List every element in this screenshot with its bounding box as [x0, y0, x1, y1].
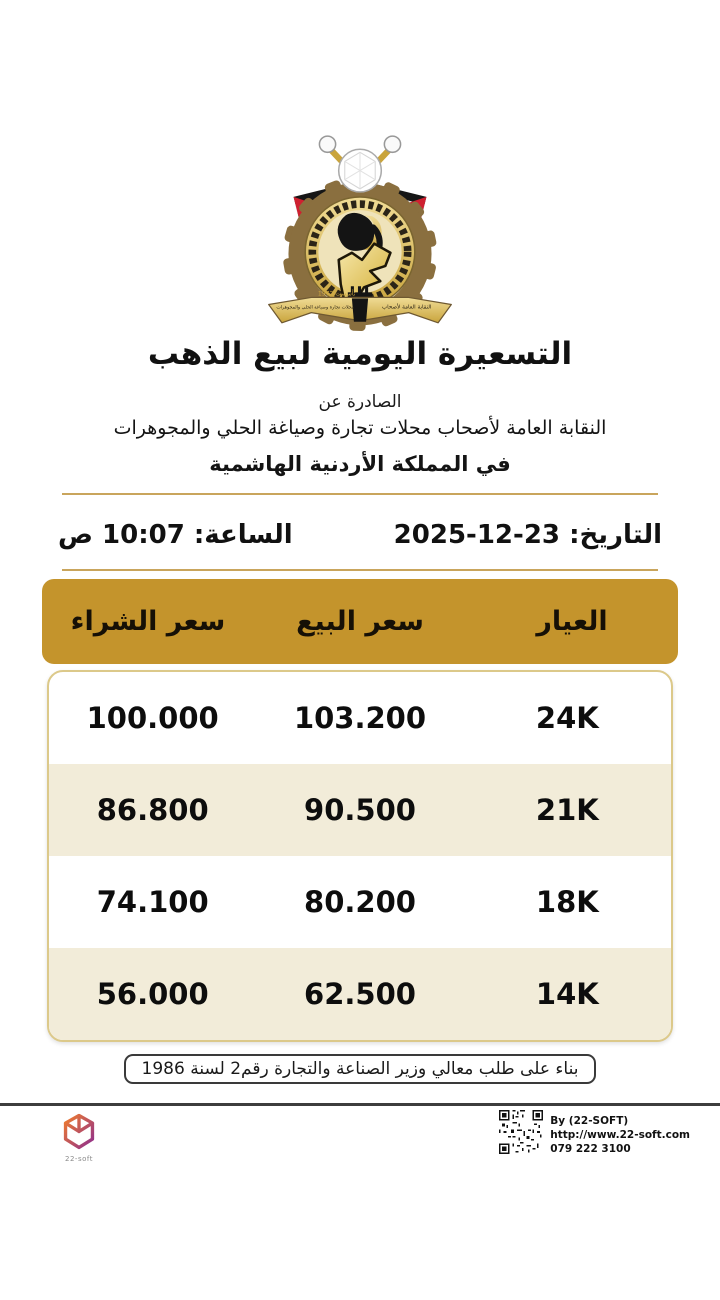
sell-price-value: 90.500 — [304, 793, 416, 827]
country-line: في المملكة الأردنية الهاشمية — [209, 452, 511, 476]
established-text: تأسست 1972 — [317, 290, 356, 298]
date-value: 23-12-2025 — [393, 520, 561, 550]
table-row-21k — [49, 764, 671, 856]
credit-by-line: By (22-SOFT) — [550, 1115, 629, 1127]
table-row-14k — [49, 948, 671, 1040]
issued-by-line: الصادرة عن — [318, 392, 402, 412]
page-title: التسعيرة اليومية لبيع الذهب — [147, 336, 573, 372]
karat-value: 14K — [535, 977, 599, 1011]
karat-value: 21K — [535, 793, 599, 827]
table-row-18k — [49, 856, 671, 948]
footer-credit-block — [499, 1110, 690, 1156]
karat-value: 18K — [535, 885, 599, 919]
ribbon-banner — [269, 297, 452, 322]
date-field — [394, 520, 662, 550]
divider-top — [62, 493, 658, 495]
ribbon-left-text: محلات تجارة وصياغة الحلي والمجوهرات — [276, 305, 355, 311]
buy-price-value: 56.000 — [96, 977, 209, 1011]
date-label: التاريخ: — [569, 520, 662, 550]
time-field — [58, 520, 293, 550]
software-credit — [550, 1110, 690, 1156]
cube-logo-icon — [62, 1113, 96, 1150]
column-buy-price: سعر الشراء — [70, 606, 226, 637]
footer-divider — [0, 1103, 720, 1106]
ministerial-note: بناء على طلب معالي وزير الصناعة والتجارة رقم2 لسنة 1986 — [124, 1054, 597, 1084]
divider-bottom — [62, 569, 658, 571]
table-header — [42, 579, 678, 664]
syndicate-name: النقابة العامة لأصحاب محلات تجارة وصياغة الحلي والمجوهرات — [113, 417, 607, 439]
time-value: 10:07 ص — [58, 520, 185, 550]
price-table-body — [47, 670, 673, 1042]
credit-phone: 079 222 3100 — [550, 1143, 631, 1155]
sell-price-value: 80.200 — [304, 885, 416, 919]
table-row-24k — [49, 672, 671, 764]
time-label: الساعة: — [193, 520, 293, 550]
datetime-row — [58, 511, 662, 559]
emblem-graphic — [238, 130, 482, 338]
ribbon-right-text: النقابة العامة لأصحاب — [381, 304, 432, 311]
credit-url: http://www.22-soft.com — [550, 1129, 690, 1141]
sell-price-value: 62.500 — [304, 977, 416, 1011]
buy-price-value: 86.800 — [96, 793, 209, 827]
syndicate-emblem — [238, 130, 482, 338]
sell-price-value: 103.200 — [293, 701, 427, 735]
buy-price-value: 74.100 — [96, 885, 209, 919]
note-container — [0, 1054, 720, 1084]
buy-price-value: 100.000 — [86, 701, 219, 735]
brand-label: 22-soft — [65, 1155, 93, 1163]
qr-code-icon — [499, 1110, 543, 1154]
column-sell-price: سعر البيع — [296, 606, 424, 637]
karat-value: 24K — [535, 701, 599, 735]
column-karat: العيار — [536, 606, 608, 637]
footer-brand-block — [55, 1113, 103, 1163]
gem-icon — [339, 149, 382, 192]
